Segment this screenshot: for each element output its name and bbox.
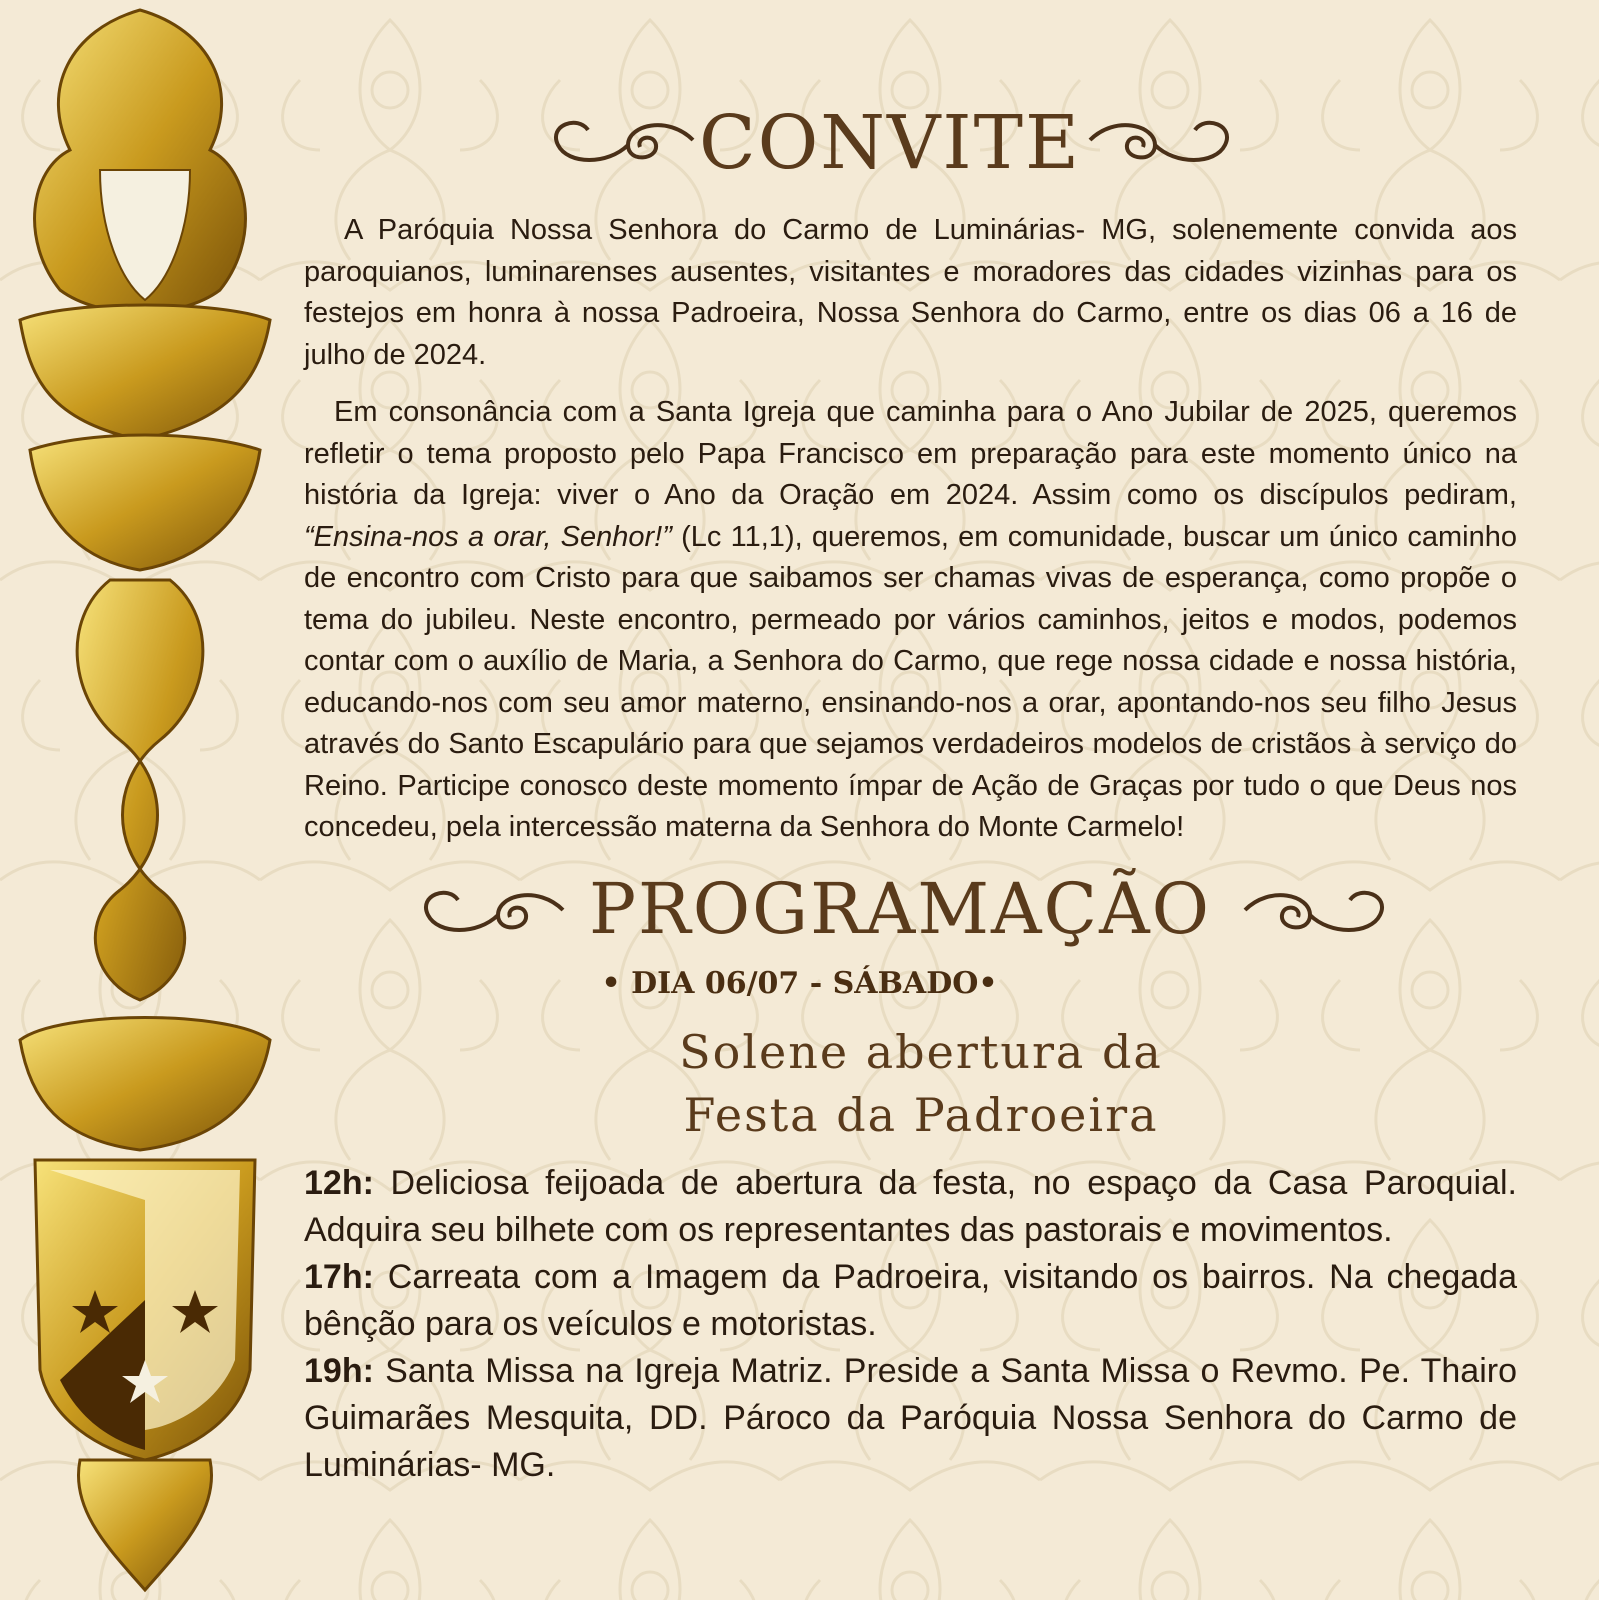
day-label: • DIA 06/07 - SÁBADO• xyxy=(601,966,998,1001)
invitation-text-2b: (Lc 11,1), queremos, em comunidade, buscar um único caminho de encontro com Cristo para que saibamos ser chamas vivas de esperança, como propõe o tema do jubileu. Neste encontro, permeado por vários caminhos, jeitos e modos, podemos contar com o auxílio de Maria, a Senhora do Carmo, que rege nossa cidade e nossa história, educando-nos com seu amor materno, ensinando-nos a orar, apontando-nos seu filho Jesus através do Santo Escapulário para que sejamos verdadeiros modelos de cristãos à serviço do Reino. Participe conosco deste momento ímpar de Ação de Graças por tudo o que Deus nos concedeu, pela intercessão materna da Senhora do Monte Carmelo! xyxy=(304,520,1517,843)
schedule-text: Carreata com a Imagem da Padroeira, visitando os bairros. Na chegada bênção para os veículos e motoristas. xyxy=(304,1258,1517,1343)
convite-title: CONVITE xyxy=(698,100,1082,186)
invitation-paragraph-2 xyxy=(304,392,1517,849)
event-subtitle-line1: Solene abertura da xyxy=(679,1025,1163,1079)
event-subtitle-line2: Festa da Padroeira xyxy=(683,1088,1159,1142)
invitation-text-1: A Paróquia Nossa Senhora do Carmo de Luminárias- MG, solenemente convida aos paroquianos, luminarenses ausentes, visitantes e moradores das cidades vizinhas para os festejos em honra à nossa Padroeira, Nossa Senhora do Carmo, entre os dias 06 a 16 de julho de 2024. xyxy=(304,214,1517,371)
flourish-left-2-icon xyxy=(418,875,568,945)
invitation-paragraph-1 xyxy=(304,210,1517,376)
schedule-text: Santa Missa na Igreja Matriz. Preside a Santa Missa o Revmo. Pe. Thairo Guimarães Mesquita, DD. Pároco da Paróquia Nossa Senhora do Carmo de Luminárias- MG. xyxy=(304,1352,1517,1484)
schedule-item-17h xyxy=(304,1254,1517,1348)
gold-ornament-column xyxy=(0,0,290,1600)
invitation-text-2a: Em consonância com a Santa Igreja que caminha para o Ano Jubilar de 2025, queremos refletir o tema proposto pelo Papa Francisco em preparação para este momento único na história da Igreja: viver o Ano da Oração em 2024. Assim como os discípulos pediram, xyxy=(304,396,1517,511)
flourish-right-2-icon xyxy=(1240,875,1390,945)
invitation-quote: “Ensina-nos a orar, Senhor!” xyxy=(304,520,672,553)
schedule-time: 12h: xyxy=(304,1164,374,1202)
flourish-left-icon xyxy=(548,105,698,175)
schedule-item-19h xyxy=(304,1348,1517,1489)
schedule-text: Deliciosa feijoada de abertura da festa, no espaço da Casa Paroquial. Adquira seu bilhete com os representantes das pastorais e movimentos. xyxy=(304,1164,1517,1249)
programacao-title: PROGRAMAÇÃO xyxy=(588,868,1212,950)
flourish-right-icon xyxy=(1085,105,1235,175)
schedule-time: 19h: xyxy=(304,1352,374,1390)
schedule-time: 17h: xyxy=(304,1258,374,1296)
schedule-item-12h xyxy=(304,1160,1517,1254)
